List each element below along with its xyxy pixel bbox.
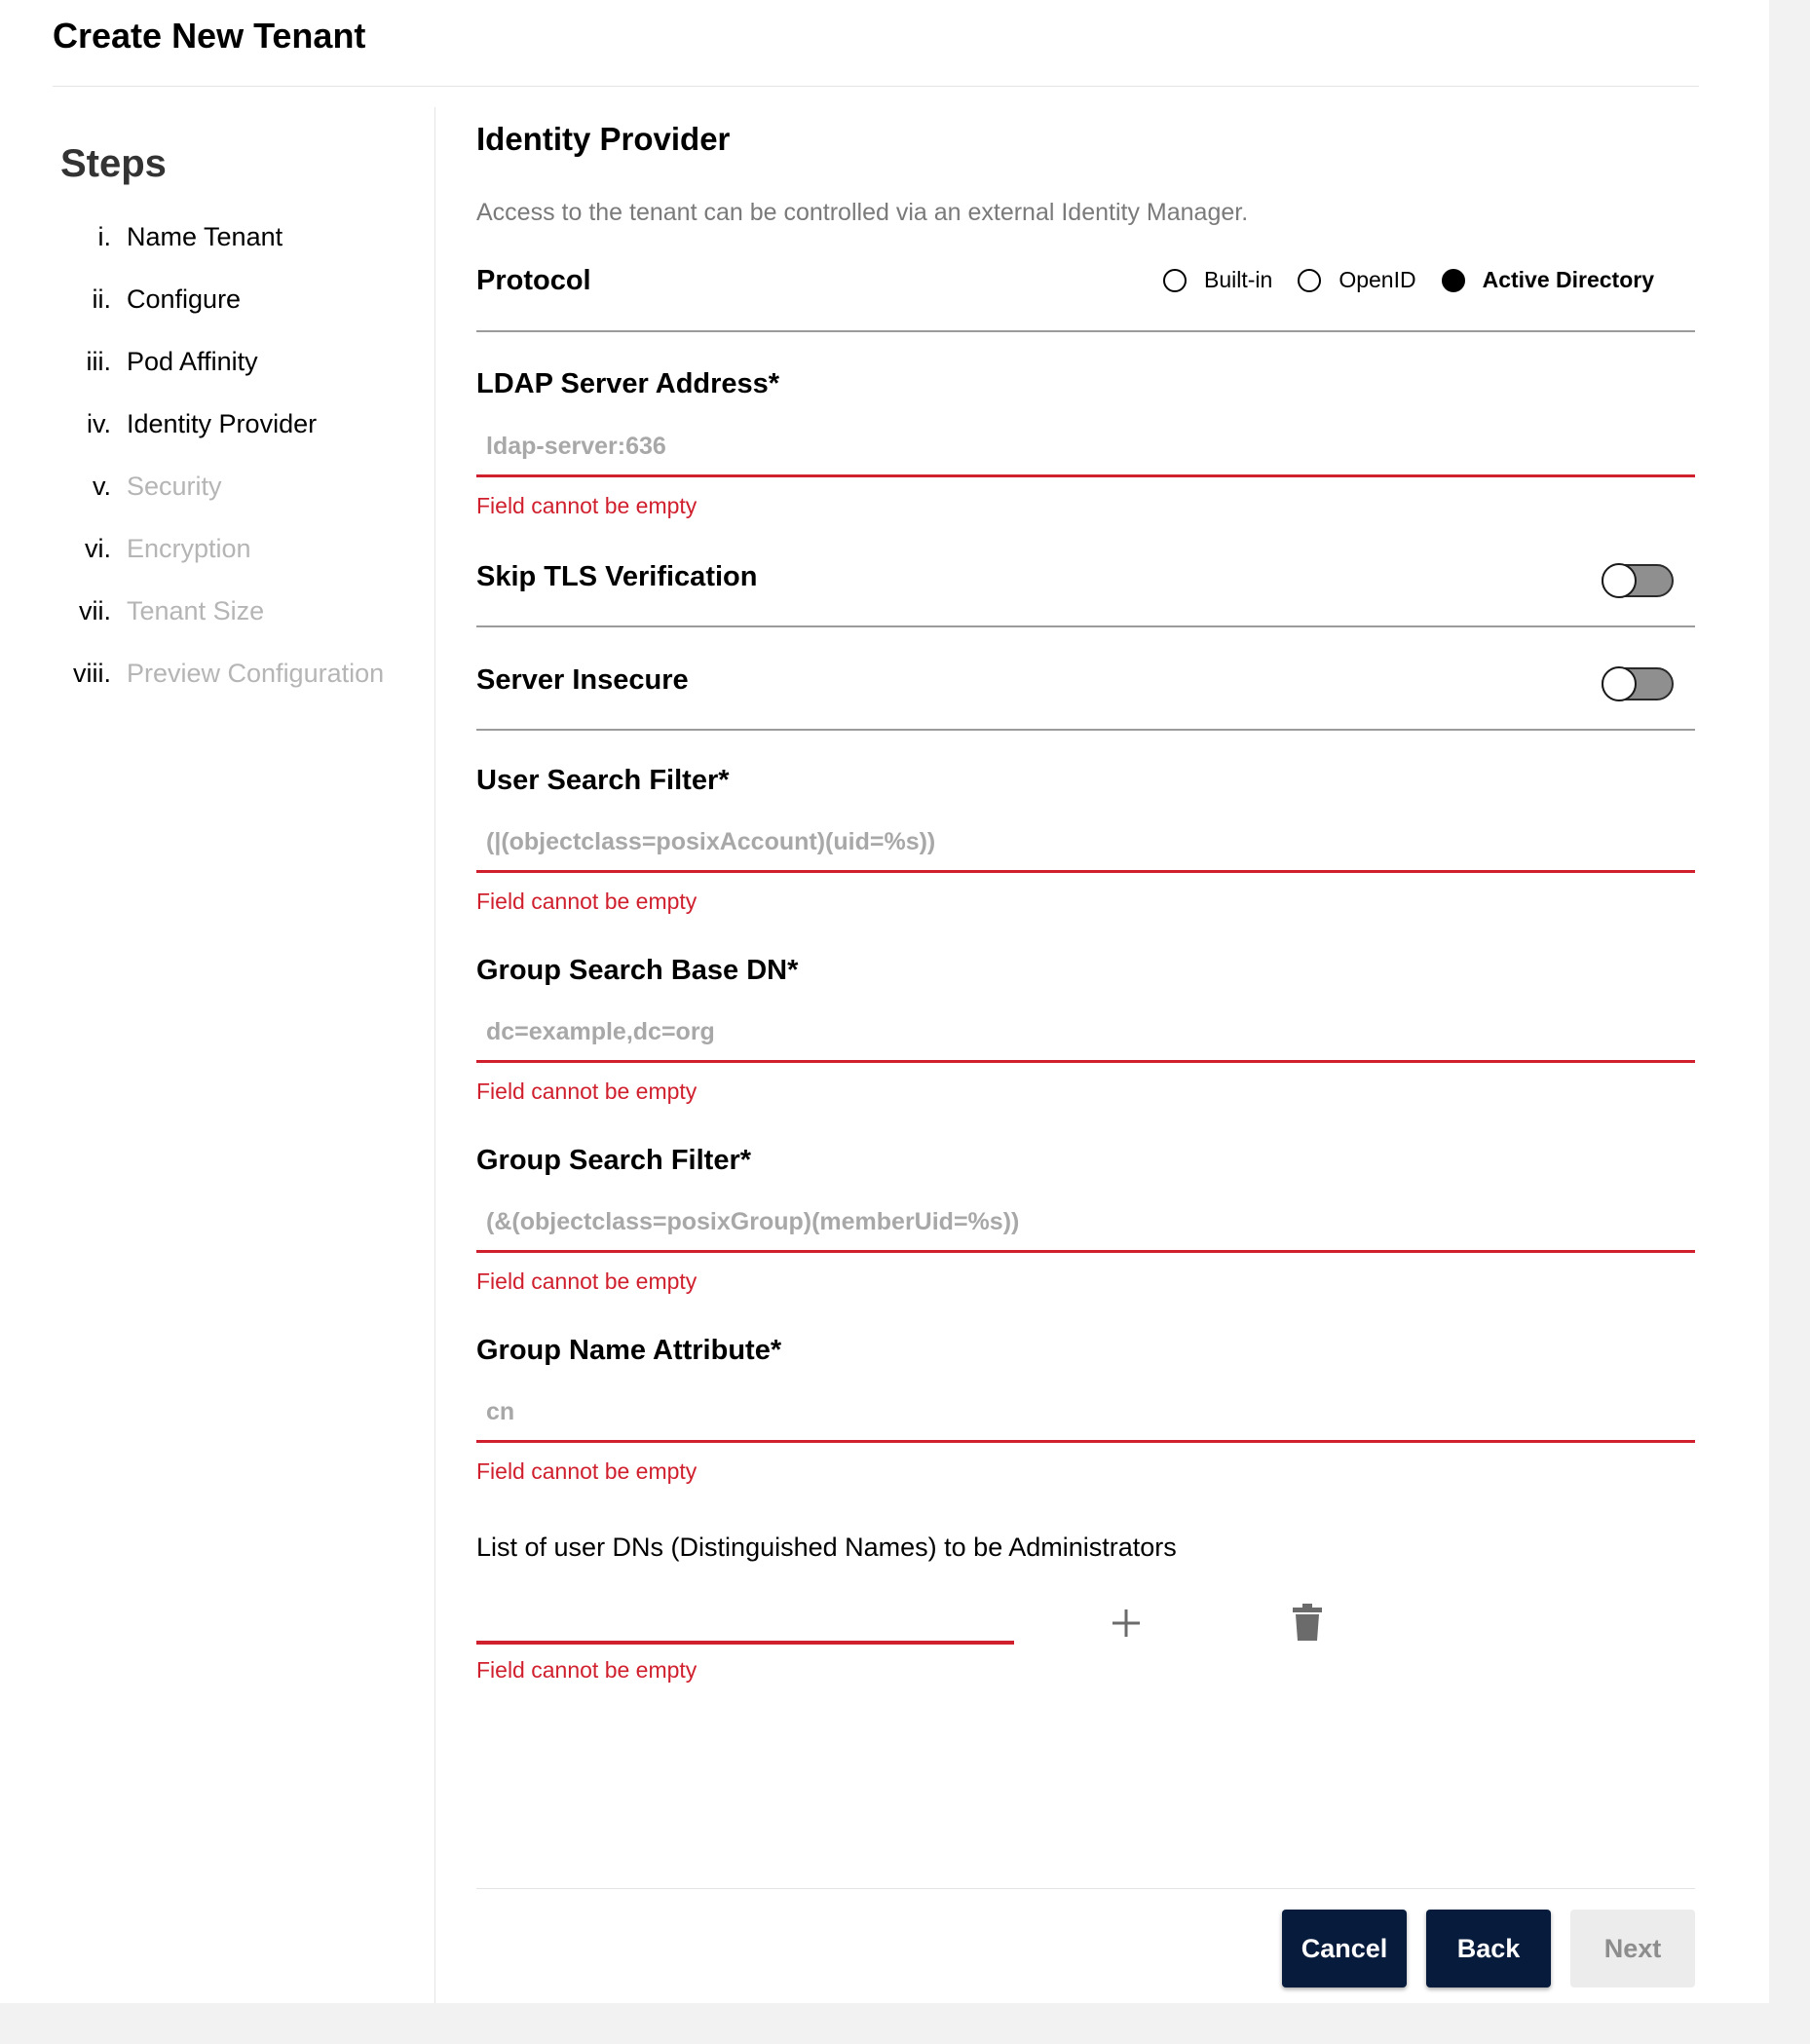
toggle-knob xyxy=(1602,666,1637,701)
step-configure[interactable] xyxy=(0,284,409,323)
skip-tls-toggle[interactable] xyxy=(1602,564,1674,597)
radio-circle-icon xyxy=(1163,269,1187,292)
radio-label: Built-in xyxy=(1204,267,1273,292)
user-search-filter-input[interactable] xyxy=(476,814,1695,873)
step-pod-affinity[interactable] xyxy=(0,347,409,386)
step-label: Identity Provider xyxy=(127,409,318,438)
radio-label: Active Directory xyxy=(1482,267,1654,292)
group-search-base-dn-error: Field cannot be empty xyxy=(476,1079,698,1104)
add-admin-button[interactable] xyxy=(1107,1604,1146,1643)
group-search-filter-input[interactable] xyxy=(476,1194,1695,1253)
step-label: Name Tenant xyxy=(127,222,283,251)
admin-dns-label: List of user DNs (Distinguished Names) to be Administrators xyxy=(476,1533,1177,1562)
step-number: iv. xyxy=(87,409,111,438)
group-search-base-dn-label: Group Search Base DN* xyxy=(476,955,799,986)
trash-icon xyxy=(1293,1604,1322,1641)
step-encryption xyxy=(0,534,409,573)
section-title: Identity Provider xyxy=(476,121,731,157)
step-label: Preview Configuration xyxy=(127,659,385,688)
radio-filled-icon xyxy=(1442,269,1465,292)
server-insecure-label: Server Insecure xyxy=(476,664,689,696)
sidebar-divider xyxy=(434,107,435,2003)
delete-admin-button[interactable] xyxy=(1288,1602,1327,1643)
user-search-filter-error: Field cannot be empty xyxy=(476,889,698,914)
step-number: iii. xyxy=(86,347,111,376)
section-helper-text: Access to the tenant can be controlled via an external Identity Manager. xyxy=(476,199,1249,226)
protocol-divider xyxy=(476,330,1695,332)
radio-active-directory[interactable] xyxy=(1442,267,1654,293)
toggle-knob xyxy=(1602,563,1637,598)
protocol-label: Protocol xyxy=(476,265,591,296)
server-insecure-toggle[interactable] xyxy=(1602,667,1674,700)
step-preview-configuration xyxy=(0,659,409,698)
radio-label: OpenID xyxy=(1339,267,1416,292)
user-search-filter-label: User Search Filter* xyxy=(476,765,730,796)
title-divider xyxy=(53,86,1699,87)
footer-divider xyxy=(476,1888,1695,1889)
step-label: Security xyxy=(127,472,222,501)
group-name-attribute-input[interactable] xyxy=(476,1384,1695,1443)
group-name-attribute-label: Group Name Attribute* xyxy=(476,1335,782,1366)
group-search-filter-label: Group Search Filter* xyxy=(476,1145,752,1176)
server-insecure-divider xyxy=(476,729,1695,731)
group-name-attribute-error: Field cannot be empty xyxy=(476,1458,698,1484)
admin-dn-input[interactable] xyxy=(476,1586,1014,1645)
step-tenant-size xyxy=(0,596,409,635)
back-button[interactable]: Back xyxy=(1426,1910,1551,1987)
radio-built-in[interactable] xyxy=(1163,267,1272,293)
ldap-server-address-input[interactable] xyxy=(476,419,1695,477)
step-label: Pod Affinity xyxy=(127,347,258,376)
next-button: Next xyxy=(1570,1910,1695,1987)
page-title: Create New Tenant xyxy=(53,16,366,56)
step-number: i. xyxy=(97,222,111,251)
group-search-filter-error: Field cannot be empty xyxy=(476,1268,698,1294)
step-identity-provider[interactable] xyxy=(0,409,409,448)
skip-tls-divider xyxy=(476,625,1695,627)
admin-dn-error: Field cannot be empty xyxy=(476,1657,698,1683)
plus-icon xyxy=(1111,1608,1142,1639)
skip-tls-label: Skip TLS Verification xyxy=(476,561,758,592)
step-number: ii. xyxy=(92,284,111,314)
radio-openid[interactable] xyxy=(1298,267,1415,293)
step-label: Configure xyxy=(127,284,242,314)
step-label: Encryption xyxy=(127,534,251,563)
steps-title: Steps xyxy=(60,142,167,185)
step-number: v. xyxy=(93,472,111,501)
ldap-server-address-label: LDAP Server Address* xyxy=(476,368,780,399)
step-label: Tenant Size xyxy=(127,596,265,625)
group-search-base-dn-input[interactable] xyxy=(476,1004,1695,1063)
radio-circle-icon xyxy=(1298,269,1321,292)
ldap-server-address-error: Field cannot be empty xyxy=(476,493,698,518)
step-number: vi. xyxy=(85,534,111,563)
step-number: vii. xyxy=(79,596,111,625)
protocol-radio-group xyxy=(1163,267,1654,293)
step-number: viii. xyxy=(73,659,111,688)
cancel-button[interactable]: Cancel xyxy=(1282,1910,1407,1987)
step-name-tenant[interactable] xyxy=(0,222,409,261)
step-security xyxy=(0,472,409,511)
